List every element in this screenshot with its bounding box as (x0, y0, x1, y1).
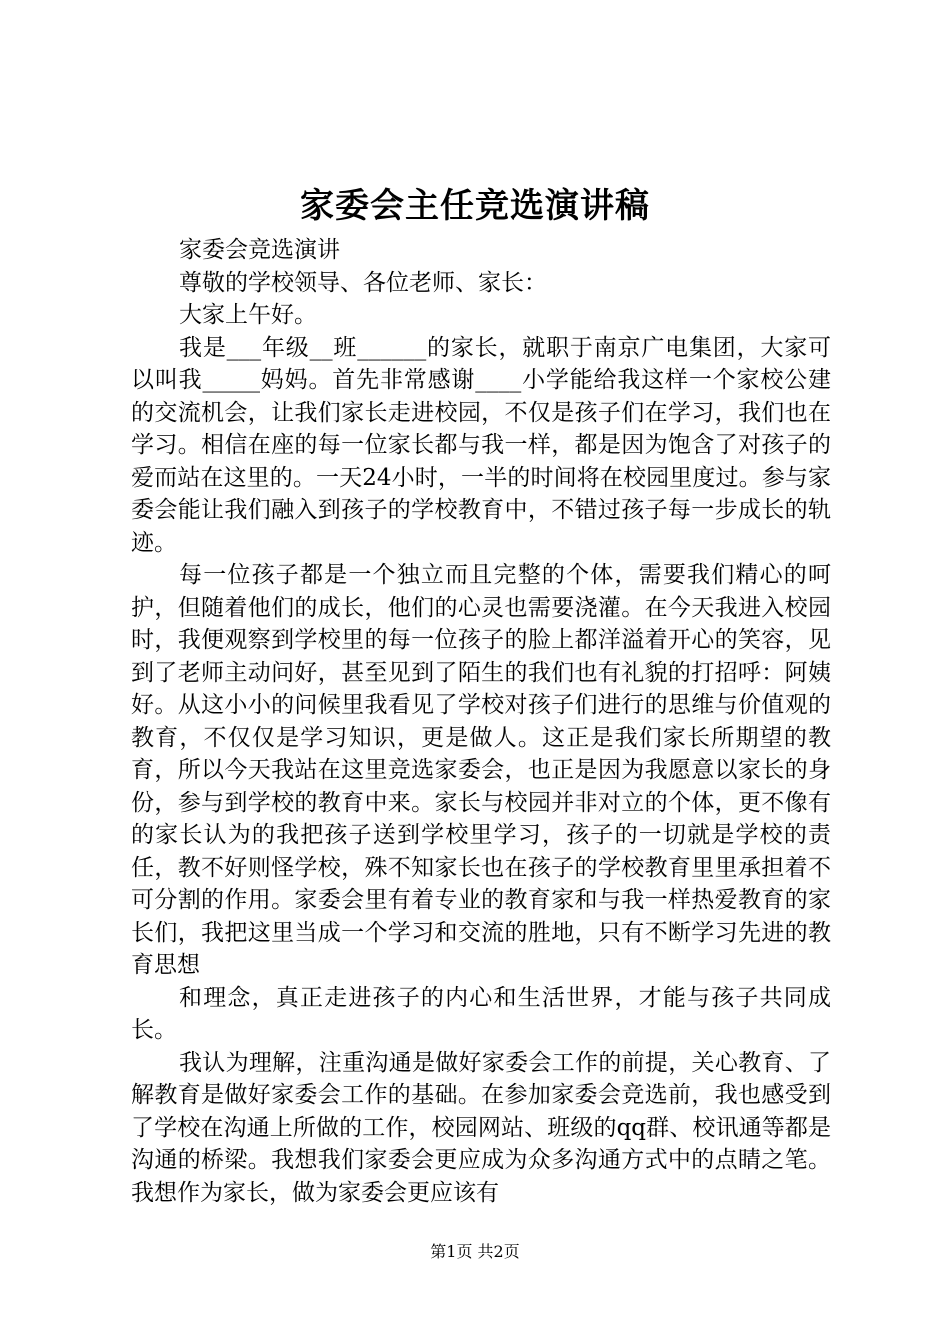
page-number: 第1页 共2页 (430, 1242, 520, 1261)
paragraph-salutation: 尊敬的学校领导、各位老师、家长： (179, 269, 547, 296)
paragraph-greeting: 大家上午好。 (179, 302, 317, 328)
paragraph-education-view: 每一位孩子都是一个独立而且完整的个体，需要我们精心的呵护，但随着他们的成长，他们的心灵也需要浇灌。在今天我进入校园时，我便观察到学校里的每一位孩子的脸上都洋溢着开心的笑容，见到了老师主动问好，甚至见到了陌生的我们也有礼貌的打招呼：阿姨好。从这小小的问候里我看见了学校对孩子们进行的思维与价值观的教育，不仅仅是学习知识，更是做人。这正是我们家长所期望的教育，所以今天我站在这里竞选家委会，也正是因为我愿意以家长的身份，参与到学校的教育中来。家长与校园并非对立的个体，更不像有的家长认为的我把孩子送到学校里学习，孩子的一切就是学校的责任，教不好则怪学校，殊不知家长也在孩子的学校教育里里承担着不可分割的作用。家委会里有着专业的教育家和与我一样热爱教育的家长们，我把这里当成一个学习和交流的胜地，只有不断学习先进的教育思想 (131, 562, 831, 978)
paragraph-growth: 和理念，真正走进孩子的内心和生活世界，才能与孩子共同成长。 (131, 984, 831, 1043)
paragraph-communication: 我认为理解，注重沟通是做好家委会工作的前提，关心教育、了解教育是做好家委会工作的基础。在参加家委会竞选前，我也感受到了学校在沟通上所做的工作，校园网站、班级的qq群、校讯通等都是沟通的桥梁。我想我们家委会更应成为众多沟通方式中的点睛之笔。我想作为家长，做为家委会更应该有 (131, 1049, 831, 1206)
paragraph-heading: 家委会竞选演讲 (179, 237, 340, 263)
document-body (131, 234, 831, 1209)
paragraph-introduction: 我是___年级__班______的家长，就职于南京广电集团，大家可以叫我_____妈妈。首先非常感谢____小学能给我这样一个家校公建的交流机会，让我们家长走进校园，不仅是孩子们在学习，我们也在学习。相信在座的每一位家长都与我一样，都是因为饱含了对孩子的爱而站在这里的。一天24小时，一半的时间将在校园里度过。参与家委会能让我们融入到孩子的学校教育中，不错过孩子每一步成长的轨迹。 (131, 334, 831, 556)
document-title: 家委会主任竞选演讲稿 (300, 186, 650, 226)
